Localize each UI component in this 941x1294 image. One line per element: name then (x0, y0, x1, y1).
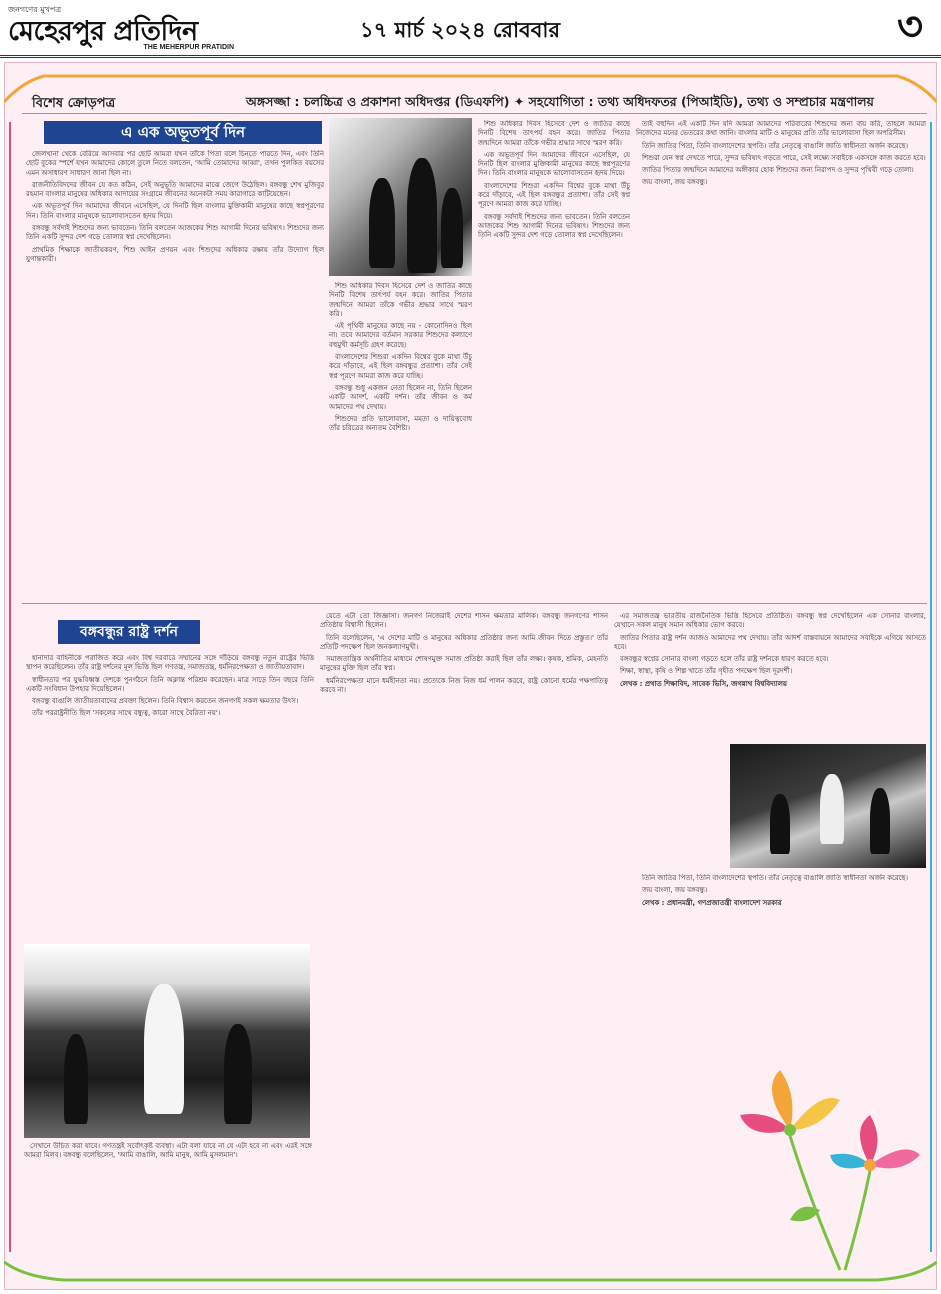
paragraph: শিশুরা যেন স্বপ্ন দেখতে পারে, সুন্দর ভবিষ্যৎ গড়তে পারে, সেই লক্ষ্যে সবাইকে একসঙ্গে কাজ করতে হবে। (642, 153, 926, 162)
article-column (26, 150, 324, 596)
paragraph: তিনি বলেছিলেন, 'এ দেশের মাটি ও মানুষের অধিকার প্রতিষ্ঠার জন্য আমি জীবন দিতে প্রস্তুত।' তাঁর প্রতিটি পদক্ষেপ ছিল জনকল্যাণমুখী। (320, 633, 608, 651)
paragraph: তিনি জাতির পিতা, তিনি বাংলাদেশের স্থপতি। তাঁর নেতৃত্বে বাঙালি জাতি স্বাধীনতা অর্জন করেছে। (642, 141, 908, 150)
article-column (614, 612, 926, 1028)
divider (22, 113, 927, 114)
paragraph: বাংলাদেশের শিশুরা একদিন বিশ্বের বুকে মাথা উঁচু করে দাঁড়াবে, এই ছিল বঙ্গবন্ধুর প্রত্যাশা। তাঁর সেই স্বপ্ন পূরণে আমরা কাজ করে যাচ্ছি। (329, 353, 472, 380)
paragraph: জয় বাংলা, জয় বঙ্গবন্ধু। (642, 178, 708, 187)
article-title[interactable]: এ এক অভূতপূর্ব দিন (44, 121, 322, 144)
article-signoff: লেখক : প্রথাত শিক্ষাবিদ, সাবেক ভিসি, জগন্নাথ বিশ্ববিদ্যালয় (620, 679, 787, 688)
paragraph: বঙ্গবন্ধু সর্বদাই শিশুদের জন্য ভাবতেন। তিনি বলতেন আজকের শিশু আগামী দিনের ভবিষ্যৎ। শিশুদের জন্য তিনি একটি সুন্দর দেশ গড়ে তোলার স্বপ্ন দেখেছিলেন। (478, 212, 630, 240)
paragraph: যেতে এটা তো জিজ্ঞাসা। জনগণ নিজেরাই দেশের শাসন ক্ষমতার মালিক। বঙ্গবন্ধু জনগণের শাসন প্রতিষ্ঠায় বিশ্বাসী ছিলেন। (320, 612, 608, 630)
paragraph: শিশুদের প্রতি ভালোবাসা, মমতা ও দায়িত্ববোধ তাঁর চরিত্রের অন্যতম বৈশিষ্ট্য। (329, 414, 472, 433)
masthead-tagline: জনগণের মুখপত্র (8, 5, 62, 14)
paragraph: জয় বাংলা, জয় বঙ্গবন্ধু। (642, 886, 708, 895)
paragraph: হানাদার বাহিনীকে পরাজিত করে এবং বিশ্ব দরবারে সম্মানের সঙ্গে দাঁড়িয়ে বঙ্গবন্ধু নতুন রাষ্ট্রের ভিত্তি স্থাপন করেছিলেন। তাঁর রাষ্ট্র দর্শনের মূল ভিত্তি ছিল গণতন্ত্র, সমাজতন্ত্র, ধর্মনিরপেক্ষতা ও জাতীয়তাবাদ। (26, 654, 314, 672)
paragraph: এই পৃথিবী মানুষের কাছে নয় - কোনোদিনও ছিল না। তবে আমাদের বর্তমান সরকার শিশুদের কল্যাণে বহুমুখী কর্মসূচি গ্রহণ করেছে। (329, 322, 472, 349)
article-column (26, 654, 314, 938)
paragraph: বাংলাদেশের শিশুরা একদিন বিশ্বের বুকে মাথা উঁচু করে দাঁড়াবে, এই ছিল বঙ্গবন্ধুর প্রত্যাশা। তাঁর সেই স্বপ্ন পূরণে আমরা কাজ করে যাচ্ছি। (478, 181, 630, 209)
photo-caption (24, 1142, 312, 1234)
paragraph: শিশু অধিকার দিবস হিসেবে দেশ ও জাতির কাছে দিনটি বিশেষ তাৎপর্য বহন করে। জাতির পিতার জন্মদিনে আমরা তাঁকে গভীর শ্রদ্ধার সাথে স্মরণ করি। (478, 120, 630, 147)
paragraph: শিক্ষা, স্বাস্থ্য, কৃষি ও শিল্প খাতে তাঁর গৃহীত পদক্ষেপ ছিল দূরদর্শী। (620, 667, 793, 676)
paragraph: তাঁর পররাষ্ট্রনীতি ছিল 'সকলের সাথে বন্ধুত্ব, কারো সাথে বৈরিতা নয়'। (32, 709, 221, 718)
paragraph: তাই বহুদিন এই একটি দিন যদি আমরা আমাদের পরিবারের শিশুদের জন্য ব্যয় করি, তাহলে আমরা নিজেদের মনের ভেতরের কথা জানি। বাংলার মাটি ও মানুষের প্রতি তাঁর ভালোবাসা ছিল অপরিসীম। (636, 120, 926, 138)
paragraph: এক অভূতপূর্ব দিন আমাদের জীবনে এসেছিল, যে দিনটি ছিল বাংলার মুক্তিকামী মানুষের কাছে স্বপ্নপূরণের দিন। তিনি বাংলার মানুষকে ভালোবাসতেন হৃদয় দিয়ে। (478, 150, 630, 178)
article-signoff: লেখক : প্রধানমন্ত্রী, গণপ্রজাতন্ত্রী বাংলাদেশ সরকার (642, 898, 782, 907)
section-credit: অঙ্গসজ্জা : চলচ্চিত্র ও প্রকাশনা অধিদপ্তর (ডিএফপি) ✦ সহযোগিতা : তথ্য অধিদফতর (পিআইডি), তথ্য ও সম্প্রচার মন্ত্রণালয় (246, 94, 874, 109)
article-column (329, 282, 472, 596)
issue-date: ১৭ মার্চ ২০২৪ রোববার (360, 18, 561, 42)
article-title[interactable]: বঙ্গবন্ধুর রাষ্ট্র দর্শন (58, 620, 200, 644)
newspaper-logo[interactable] (8, 4, 248, 52)
paragraph: এর সমাজতন্ত্র ভারতীয় রাজনৈতিক ভিত্তি হিসেবে প্রতিষ্ঠিত। বঙ্গবন্ধু স্বপ্ন দেখেছিলেন এক সোনার বাংলার, যেখানে সকল মানুষ সমান অধিকার ভোগ করবে। (614, 612, 926, 630)
page-number: ৩ (896, 3, 923, 50)
paragraph: জাতির পিতার জন্মদিনে আমাদের অঙ্গীকার হোক শিশুদের জন্য নিরাপদ ও সুন্দর পৃথিবী গড়ে তোলা। (642, 166, 914, 175)
paragraph: বঙ্গবন্ধু বাঙালি জাতীয়তাবাদের প্রবক্তা ছিলেন। তিনি বিশ্বাস করতেন জনগণই সকল ক্ষমতার উৎস। (32, 697, 299, 706)
paragraph: রাজনীতিবিদদের জীবন যে কত কঠিন, সেই অনুভূতি আমাদের মাঝে জেগে উঠেছিল। বঙ্গবন্ধু শেখ মুজিবুর রহমান বাংলার মানুষের অধিকার আদায়ের সংগ্রামে জীবনের অনেকটা সময় কারাগারে কাটিয়েছেন। (26, 180, 324, 199)
newspaper-name: মেহেরপুর প্রতিদিন (8, 16, 198, 47)
paragraph: এক অভূতপূর্ব দিন আমাদের জীবনে এসেছিল, যে দিনটি ছিল বাংলার মুক্তিকামী মানুষের কাছে স্বপ্নপূরণের দিন। তিনি বাংলার মানুষকে ভালোবাসতেন হৃদয় দিয়ে। (26, 202, 324, 220)
divider (22, 603, 927, 604)
paragraph: শিশু অধিকার দিবস হিসেবে দেশ ও জাতির কাছে দিনটি বিশেষ তাৎপর্য বহন করে। জাতির পিতার জন্মদিনে আমরা তাঁকে গভীর শ্রদ্ধার সাথে স্মরণ করি। (329, 282, 472, 318)
masthead (0, 0, 941, 58)
paragraph: বঙ্গবন্ধুর স্বপ্নের সোনার বাংলা গড়তে হলে তাঁর রাষ্ট্র দর্শনকে ধারণ করতে হবে। (620, 655, 829, 664)
paragraph: জাতির পিতার রাষ্ট্র দর্শন আজও আমাদের পথ দেখায়। তাঁর আদর্শ বাস্তবায়নে আমাদের সবাইকে এগিয়ে আসতে হবে। (614, 633, 926, 651)
paragraph: জেলখানা থেকে বেরিয়ে আসবার পর ছোট আমরা যখন তাঁকে পিতা বলে চিনতে পারতে দিন, এবং তিনি ছোট বুকের স্পর্শে যখন আমাদের কোলে তুলে নিতে বলতেন, 'আমি তোমাদের আব্বা', তখন পুলকিত বয়সের এমন অসাধারণ সাধারণ জানা ছিল না। (26, 150, 324, 177)
paragraph: বঙ্গবন্ধু শুধু একজন নেতা ছিলেন না, তিনি ছিলেন একটি আদর্শ, একটি দর্শন। তাঁর জীবন ও কর্ম আমাদের পথ দেখায়। (329, 383, 472, 411)
article-column (320, 612, 608, 1234)
paragraph: ধর্মনিরপেক্ষতা মানে ধর্মহীনতা নয়। প্রত্যেকে নিজ নিজ ধর্ম পালন করবে, রাষ্ট্র কোনো ধর্মের পক্ষপাতিত্ব করবে না। (320, 676, 608, 695)
paragraph: সেখানে উচিত করা যাবে। গণতন্ত্রই সর্বোৎকৃষ্ট ব্যবস্থা। এটা বলা যাবে না যে এটা হবে না এবং এরই সঙ্গে আমরা মিলব। বঙ্গবন্ধু বলেছিলেন, 'আমি বাঙালি, আমি মানুষ, আমি মুসলমান'। (24, 1142, 312, 1160)
paragraph: তিনি জাতির পিতা, তিনি বাংলাদেশের স্থপতি। তাঁর নেতৃত্বে বাঙালি জাতি স্বাধীনতা অর্জন করেছে। (642, 874, 908, 882)
paragraph: বঙ্গবন্ধু সর্বদাই শিশুদের জন্য ভাবতেন। তিনি বলতেন আজকের শিশু আগামী দিনের ভবিষ্যৎ। শিশুদের জন্য তিনি একটি সুন্দর দেশ গড়ে তোলার স্বপ্ন দেখেছিলেন। (26, 224, 324, 242)
archive-photo (24, 944, 310, 1138)
flower-decoration-icon (720, 1070, 930, 1280)
paragraph: সমাজতান্ত্রিক অর্থনীতির মাধ্যমে শোষণমুক্ত সমাজ প্রতিষ্ঠা করাই ছিল তাঁর লক্ষ্য। কৃষক, শ্রমিক, মেহনতি মানুষের মুক্তি ছিল তাঁর স্বপ্ন। (320, 655, 608, 673)
paragraph: প্রাথমিক শিক্ষাকে জাতীয়করণ, শিশু আইন প্রণয়ন এবং শিশুদের অধিকার রক্ষায় তাঁর উদ্যোগ ছিল যুগান্তকারী। (26, 245, 324, 263)
section-label: বিশেষ ক্রোড়পত্র (32, 96, 116, 111)
newspaper-english-name: THE MEHERPUR PRATIDIN (143, 44, 234, 51)
paragraph: স্বাধীনতার পর যুদ্ধবিধ্বস্ত দেশকে পুনর্গঠনে তিনি অক্লান্ত পরিশ্রম করেছেন। মাত্র সাড়ে তিন বছরে তিনি একটি সংবিধান উপহার দিয়েছিলেন। (26, 675, 314, 693)
article-column (478, 120, 630, 596)
archive-photo (329, 118, 472, 276)
